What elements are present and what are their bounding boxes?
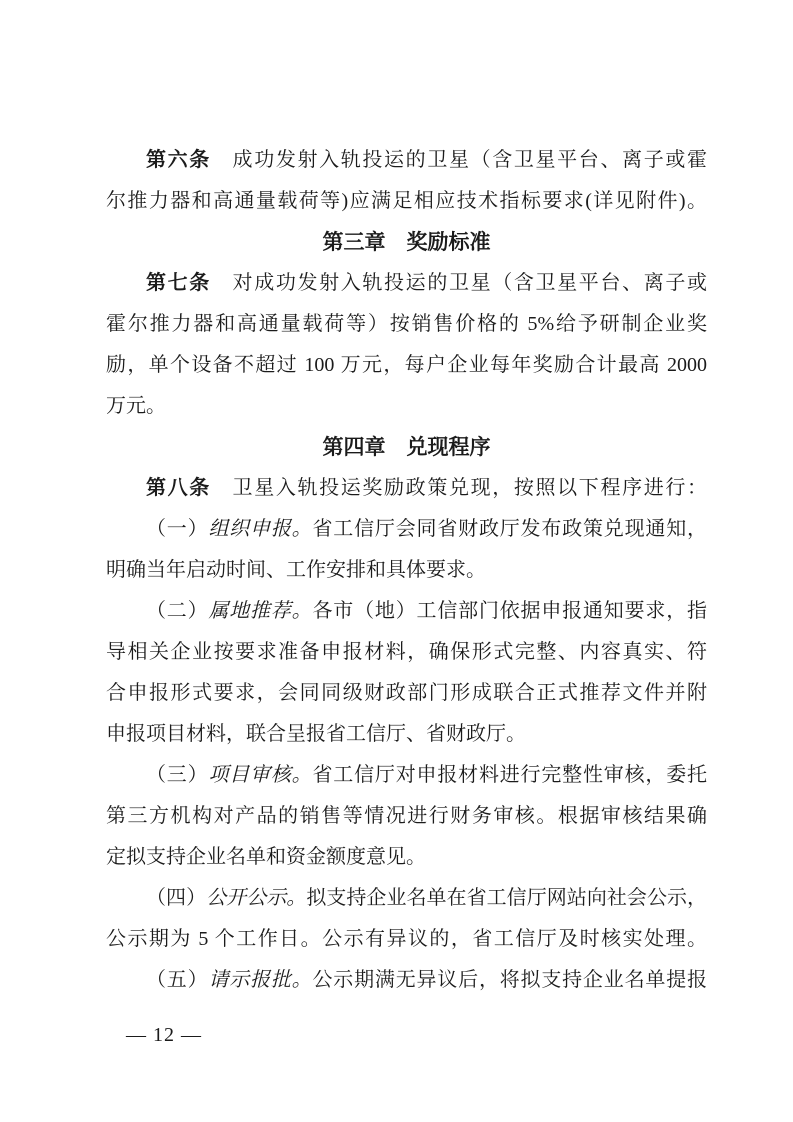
article-7-text-1: 对成功发射入轨投运的卫星（含卫星平台、离子或 (210, 272, 708, 294)
item-3-text-1: 省工信厅对申报材料进行完整性审核，委托 (312, 764, 708, 786)
item-5-line-1 (106, 960, 707, 1001)
item-1-number: （一） (146, 518, 209, 540)
item-2-text-1: 各市（地）工信部门依据申报通知要求，指 (312, 600, 708, 622)
item-4-number: （四） (146, 887, 207, 909)
chapter-3-heading: 第三章 奖励标准 (322, 231, 491, 254)
item-5-title: 请示报批。 (208, 969, 313, 991)
item-4-text-1: 拟支持企业名单在省工信厅网站向社会公示， (306, 887, 708, 909)
item-4-line-1 (106, 878, 707, 919)
item-2-line-3: 合申报形式要求，会同同级财政部门形成联合正式推荐文件并附 (106, 682, 707, 704)
item-3-line-3: 定拟支持企业名单和资金额度意见。 (106, 846, 426, 868)
article-8-line-1 (106, 468, 707, 509)
item-2-title: 属地推荐。 (208, 600, 313, 622)
article-8-number: 第八条 (146, 477, 211, 499)
item-4-line-2: 公示期为 5 个工作日。公示有异议的，省工信厅及时核实处理。 (106, 928, 707, 950)
item-1-text-1: 省工信厅会同省财政厅发布政策兑现通知， (312, 518, 708, 540)
item-2-line-4: 申报项目材料，联合呈报省工信厅、省财政厅。 (106, 723, 526, 745)
item-3-line-1 (106, 755, 707, 796)
item-1-line-1 (106, 509, 707, 550)
page-number: — 12 — (126, 1024, 202, 1046)
item-5-number: （五） (146, 969, 209, 991)
article-7-number: 第七条 (146, 272, 211, 294)
article-7-line-2: 霍尔推力器和高通量载荷等）按销售价格的 5%给予研制企业奖 (106, 313, 707, 335)
item-1-line-2: 明确当年启动时间、工作安排和具体要求。 (106, 559, 486, 581)
article-6-number: 第六条 (146, 149, 211, 171)
article-6-line-2: 尔推力器和高通量载荷等)应满足相应技术指标要求(详见附件)。 (106, 190, 707, 212)
item-2-line-1 (106, 591, 707, 632)
item-3-title: 项目审核。 (208, 764, 313, 786)
item-1-title: 组织申报。 (208, 518, 313, 540)
page-footer (126, 1022, 202, 1048)
article-7-line-1 (106, 263, 707, 304)
article-6-line-1 (106, 140, 707, 181)
article-7-line-4: 万元。 (106, 395, 166, 417)
chapter-4-heading: 第四章 兑现程序 (322, 436, 491, 459)
item-4-title: 公开公示。 (206, 887, 307, 909)
item-2-number: （二） (146, 600, 209, 622)
article-7-line-3: 励，单个设备不超过 100 万元，每户企业每年奖励合计最高 2000 (106, 354, 707, 376)
item-3-number: （三） (146, 764, 209, 786)
article-8-text-1: 卫星入轨投运奖励政策兑现，按照以下程序进行： (210, 477, 708, 499)
item-5-text-1: 公示期满无异议后，将拟支持企业名单提报 (312, 969, 708, 991)
item-3-line-2: 第三方机构对产品的销售等情况进行财务审核。根据审核结果确 (106, 805, 707, 827)
document-body (106, 140, 707, 1001)
item-2-line-2: 导相关企业按要求准备申报材料，确保形式完整、内容真实、符 (106, 641, 707, 663)
article-6-text-1: 成功发射入轨投运的卫星（含卫星平台、离子或霍 (210, 149, 708, 171)
